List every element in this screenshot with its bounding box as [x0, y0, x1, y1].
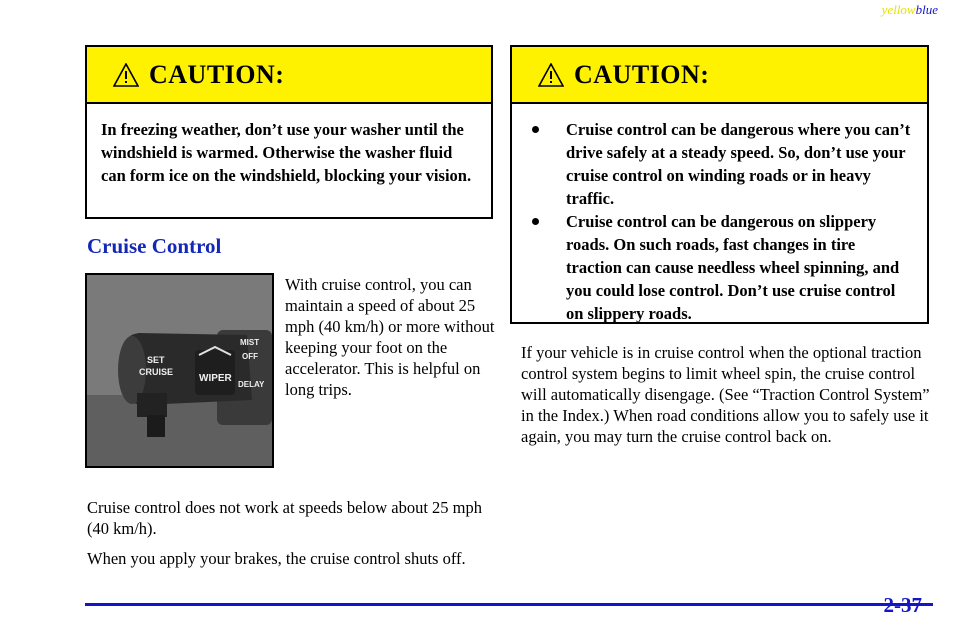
label-off: OFF — [242, 352, 258, 361]
color-mark-blue: blue — [915, 2, 938, 17]
label-cruise: CRUISE — [139, 367, 174, 377]
warning-triangle-icon — [538, 63, 564, 87]
caution-item-text: Cruise control can be dangerous on slippery roads. On such roads, fast changes in tire traction can cause needless wheel spinning, and you could lose control. Don’t use cruise control on slippery roads. — [566, 212, 900, 323]
color-mark-yellow: yellow — [881, 2, 916, 17]
caution-title: CAUTION: — [149, 59, 285, 89]
label-delay: DELAY — [238, 380, 265, 389]
warning-triangle-icon — [113, 63, 139, 87]
footer-rule — [85, 603, 933, 606]
label-set: SET — [147, 355, 165, 365]
traction-control-text: If your vehicle is in cruise control when the optional traction control system begins to limit wheel spin, the cruise control will automatically disengage. (See “Traction Control System” in the Index.) When road conditions allow you to safely use it again, you may turn the cruise control back on. — [521, 343, 930, 446]
bullet-icon — [532, 126, 539, 133]
caution-list-body — [512, 104, 927, 337]
caution-item-text: Cruise control can be dangerous where you can’t drive safely at a steady speed. So, don’t use your cruise control on winding roads or in heavy traffic. — [566, 120, 911, 208]
bullet-icon — [532, 218, 539, 225]
section-title: Cruise Control — [87, 234, 222, 258]
caution-list-item — [526, 118, 913, 210]
caution-header — [87, 47, 491, 104]
lever-illustration — [87, 275, 272, 466]
label-mist: MIST — [240, 338, 260, 347]
page-number: 2-37 — [883, 593, 922, 617]
caution-header — [512, 47, 927, 104]
speed-limit-text: Cruise control does not work at speeds below about 25 mph (40 km/h). — [87, 498, 483, 538]
cruise-control-lever-photo — [85, 273, 274, 468]
label-wiper: WIPER — [199, 373, 232, 384]
caution-list-item — [526, 210, 913, 325]
caution-box-washer — [85, 45, 493, 219]
caution-text: In freezing weather, don’t use your washer until the windshield is warmed. Otherwise the washer fluid can form ice on the windshield, blocking your vision. — [101, 120, 472, 185]
print-color-mark — [882, 2, 938, 18]
cruise-intro-text: With cruise control, you can maintain a speed of about 25 mph (40 km/h) or more without keeping your foot on the accelerator. This is helpful on long trips. — [285, 275, 495, 399]
caution-title: CAUTION: — [574, 59, 710, 89]
caution-box-cruise — [510, 45, 929, 324]
caution-list — [526, 118, 913, 325]
brakes-text: When you apply your brakes, the cruise control shuts off. — [87, 549, 466, 568]
